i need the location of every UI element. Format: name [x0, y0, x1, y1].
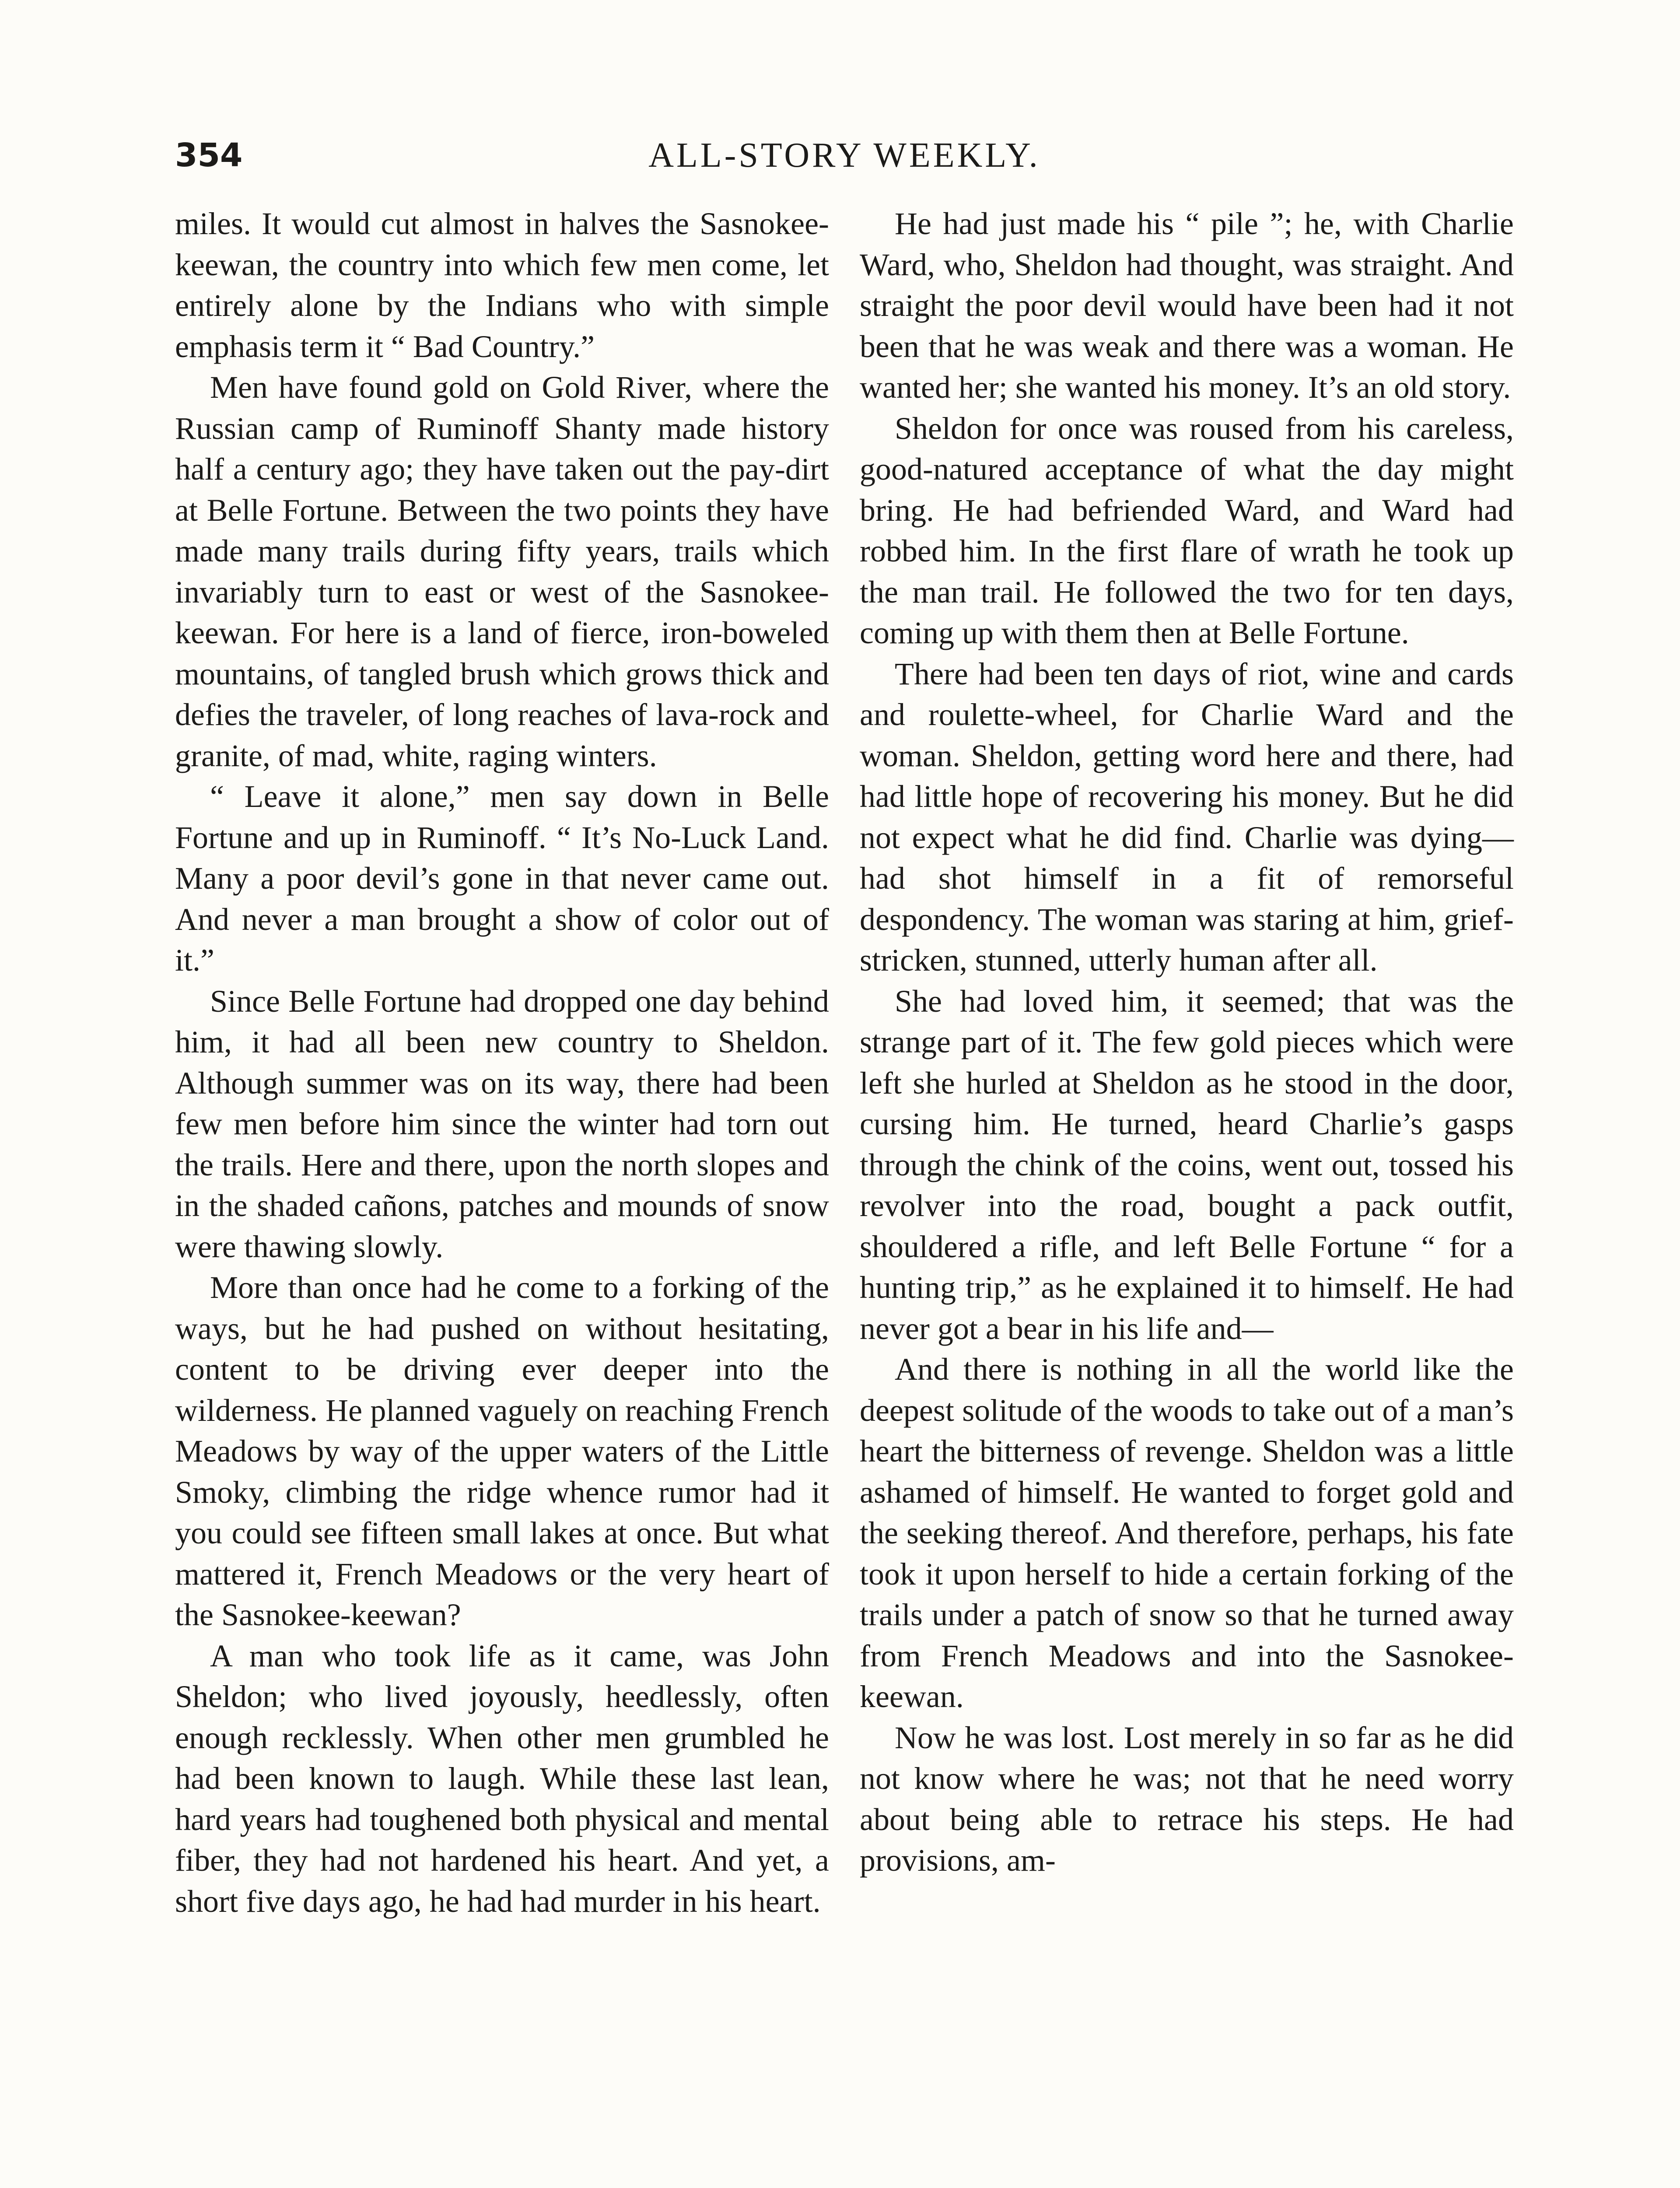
- paragraph: More than once had he come to a forking of the ways, but he had pushed on without hesitating, content to be driving ever deeper into the wilderness. He planned vaguely on reaching French Meadows by way of the upper waters of the Little Smoky, climbing the ridge whence rumor had it you could see fifteen small lakes at once. But what mattered it, French Meadows or the very heart of the Sasnokee-keewan?: [175, 1270, 829, 1632]
- paragraph: Now he was lost. Lost merely in so far as he did not know where he was; not that he need worry about being able to retrace his steps. He had provisions, am-: [860, 1720, 1514, 1878]
- paragraph: “ Leave it alone,” men say down in Belle Fortune and up in Ruminoff. “ It’s No-Luck Land. Many a poor devil’s gone in that never came out. And never a man brought a show of color out of it.”: [175, 779, 829, 978]
- paragraph: There had been ten days of riot, wine and cards and roulette-wheel, for Charlie Ward and the woman. Sheldon, getting word here and there, had had little hope of recovering his money. But he did not expect what he did find. Charlie was dying—had shot himself in a fit of remorseful despondency. The woman was staring at him, grief-stricken, stunned, utterly human after all.: [860, 656, 1514, 978]
- running-title: ALL-STORY WEEKLY.: [648, 136, 1040, 175]
- paragraph: Since Belle Fortune had dropped one day behind him, it had all been new country to Sheldon. Although summer was on its way, there had been few men before him since the winter had torn out the trails. Here and there, upon the north slopes and in the shaded cañons, patches and mounds of snow were thawing slowly.: [175, 983, 829, 1264]
- left-column: [175, 203, 829, 1922]
- paragraph: Men have found gold on Gold River, where the Russian camp of Ruminoff Shanty made history half a century ago; they have taken out the pay-dirt at Belle Fortune. Between the two points they have made many trails during fifty years, trails which invariably turn to east or west of the Sasnokee-keewan. For here is a land of fierce, iron-boweled mountains, of tangled brush which grows thick and defies the traveler, of long reaches of lava-rock and granite, of mad, white, raging winters.: [175, 370, 829, 773]
- right-column: [860, 203, 1514, 1881]
- paragraph: And there is nothing in all the world like the deepest solitude of the woods to take out of a man’s heart the bitterness of revenge. Sheldon was a little ashamed of himself. He wanted to forget gold and the seeking thereof. And therefore, perhaps, his fate took it upon herself to hide a certain forking of the trails under a patch of snow so that he turned away from French Meadows and into the Sasnokee-keewan.: [860, 1352, 1514, 1714]
- paragraph: miles. It would cut almost in halves the Sasnokee-keewan, the country into which few men come, let entirely alone by the Indians who with simple emphasis term it “ Bad Country.”: [175, 206, 829, 364]
- page-number: 354: [175, 137, 243, 174]
- paragraph: Sheldon for once was roused from his careless, good-natured acceptance of what the day might bring. He had befriended Ward, and Ward had robbed him. In the first flare of wrath he took up the man trail. He followed the two for ten days, coming up with them then at Belle Fortune.: [860, 410, 1514, 650]
- page-header: [175, 125, 1514, 186]
- paragraph: A man who took life as it came, was John Sheldon; who lived joyously, heedlessly, often enough recklessly. When other men grumbled he had been known to laugh. While these last lean, hard years had toughened both physical and mental fiber, they had not hardened his heart. And yet, a short five days ago, he had had murder in his heart.: [175, 1638, 829, 1919]
- paragraph: She had loved him, it seemed; that was the strange part of it. The few gold pieces which were left she hurled at Sheldon as he stood in the door, cursing him. He turned, heard Charlie’s gasps through the chink of the coins, went out, tossed his revolver into the road, bought a pack outfit, shouldered a rifle, and left Belle Fortune “ for a hunting trip,” as he explained it to himself. He had never got a bear in his life and—: [860, 983, 1514, 1346]
- paragraph: He had just made his “ pile ”; he, with Charlie Ward, who, Sheldon had thought, was straight. And straight the poor devil would have been had it not been that he was weak and there was a woman. He wanted her; she wanted his money. It’s an old story.: [860, 206, 1514, 405]
